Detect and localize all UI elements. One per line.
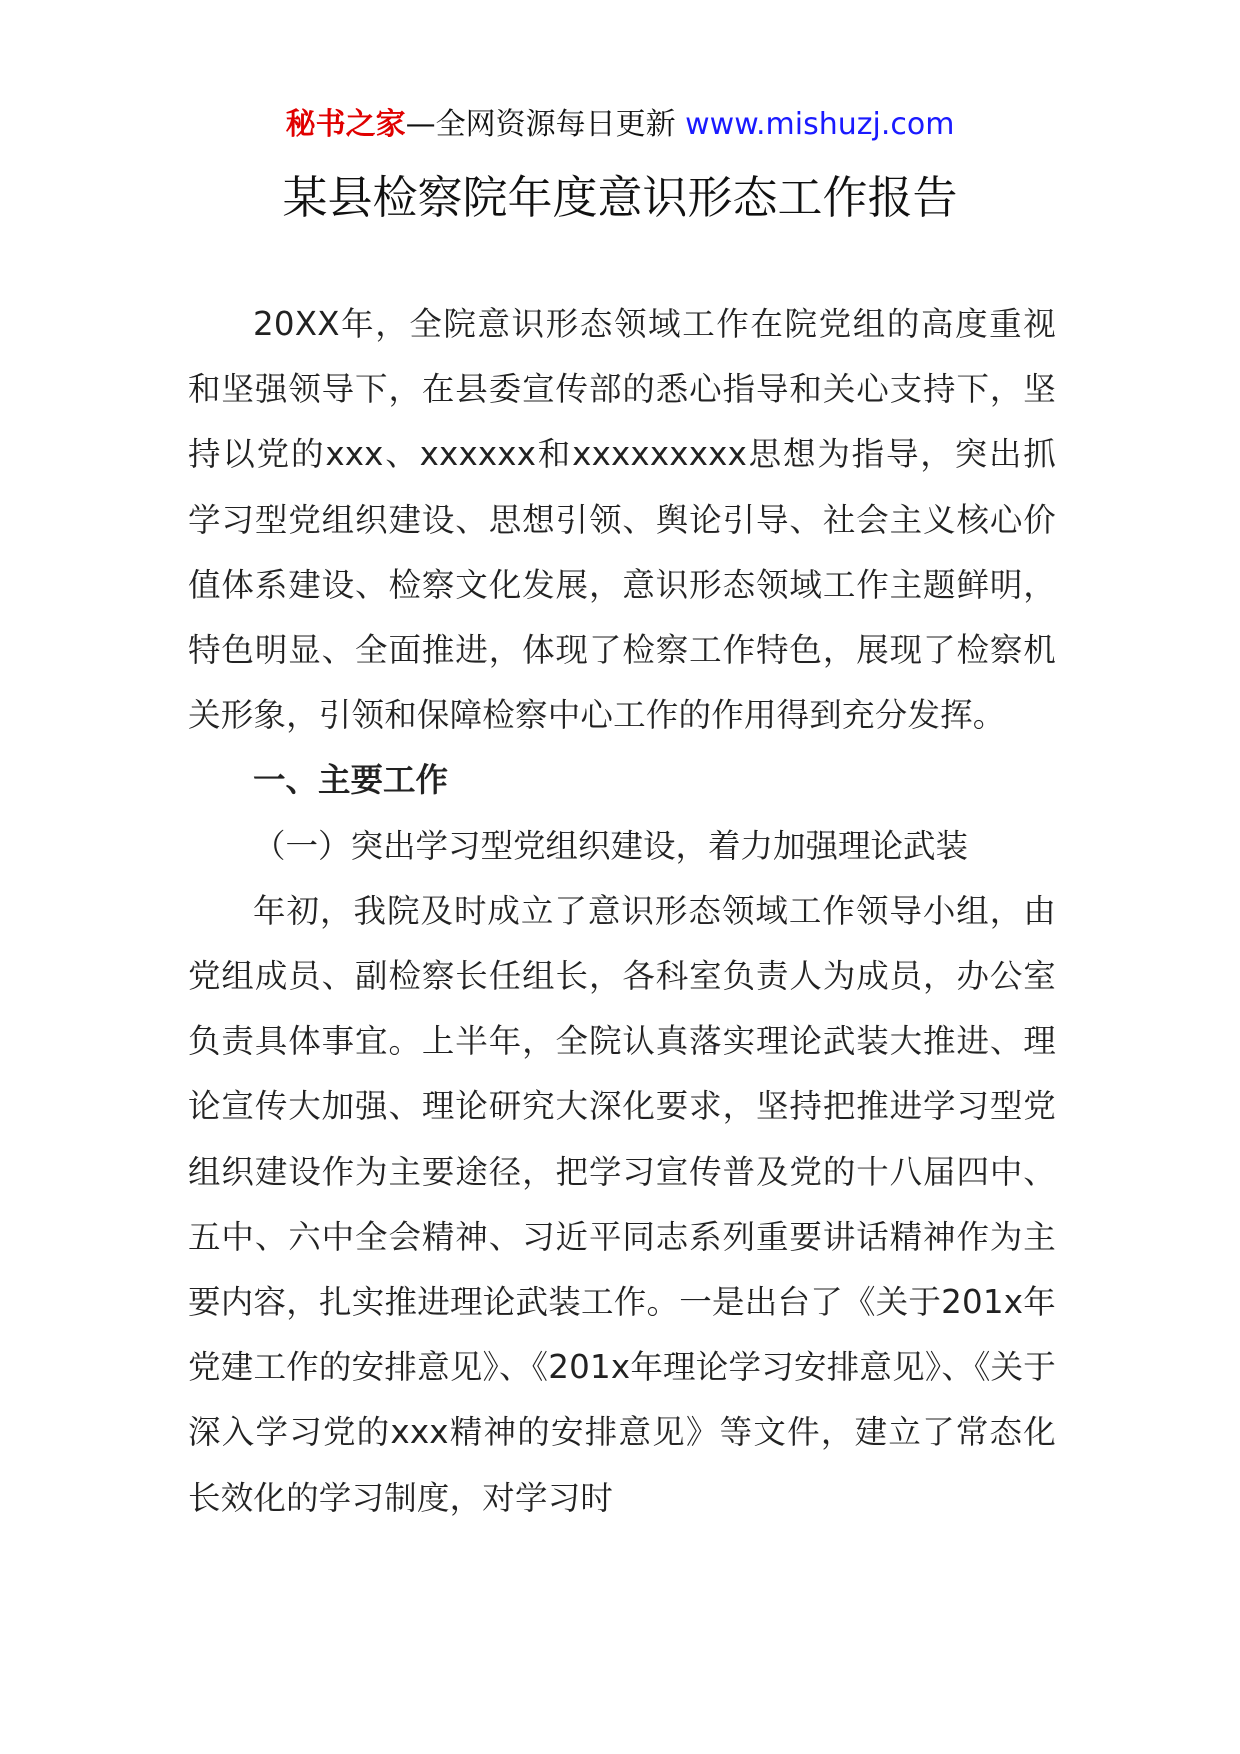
section-heading: 一、主要工作 [253,761,449,800]
site-header [0,103,1240,147]
document-title: 某县检察院年度意识形态工作报告 [282,171,958,224]
site-brand: 秘书之家 [285,107,406,142]
subsection-heading: （一）突出学习型党组织建设，着力加强理论武装 [253,826,969,865]
body-paragraph: 年初，我院及时成立了意识形态领域工作领导小组，由党组成员、副检察长任组长，各科室负责人为成员，办公室负责具体事宜。上半年，全院认真落实理论武装大推进、理论宣传大加强、理论研究大深化要求，坚持把推进学习型党组织建设作为主要途径，把学习宣传普及党的十八届四中、五中、六中全会精神、习近平同志系列重要讲话精神作为主要内容，扎实推进理论武装工作。一是出台了《关于201x年党建工作的安排意见》、《201x年理论学习安排意见》、《关于深入学习党的xxx精神的安排意见》等文件，建立了常态化长效化的学习制度，对学习时 [188,891,1056,1517]
site-url-link[interactable]: www.mishuzj.com [685,107,955,142]
document-body [188,292,1056,1531]
intro-paragraph: 20XX年，全院意识形态领域工作在院党组的高度重视和坚强领导下，在县委宣传部的悉心指导和关心支持下，坚持以党的xxx、xxxxxx和xxxxxxxxx思想为指导，突出抓学习型党组织建设、思想引领、舆论引导、社会主义核心价值体系建设、检察文化发展，意识形态领域工作主题鲜明，特色明显、全面推进，体现了检察工作特色，展现了检察机关形象，引领和保障检察中心工作的作用得到充分发挥。 [188,305,1056,735]
site-tagline: —全网资源每日更新 [405,107,686,142]
